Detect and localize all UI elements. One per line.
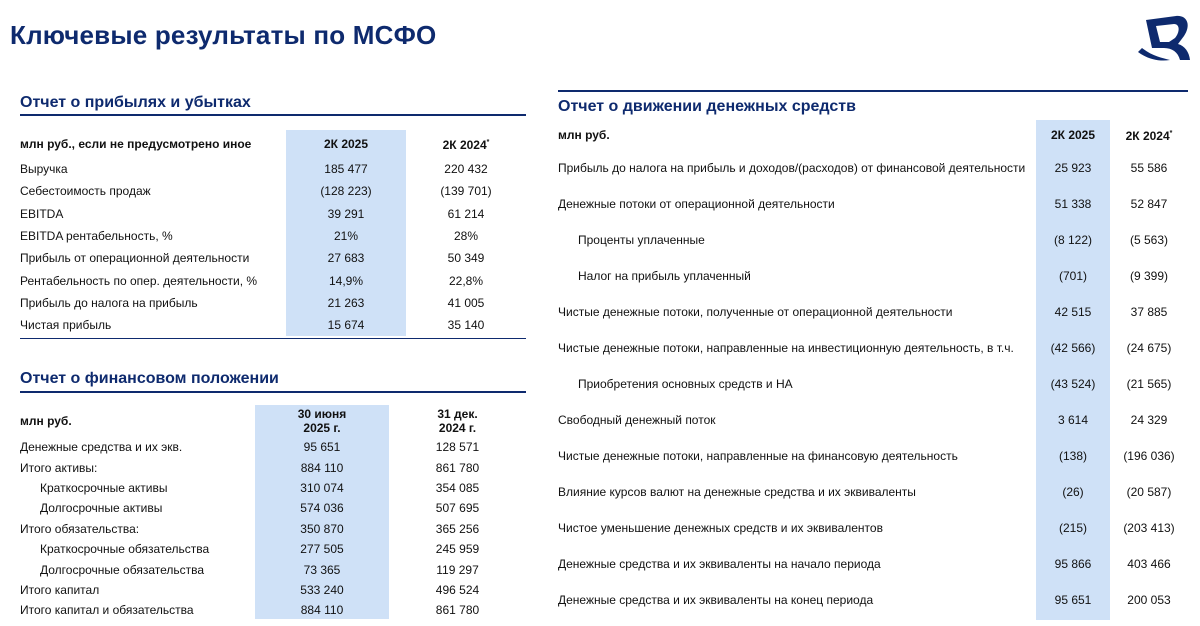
table-row <box>20 559 526 579</box>
table-row <box>20 314 526 336</box>
row-value-prior: 28% <box>453 229 479 244</box>
row-value-prior: (9 399) <box>1129 269 1169 283</box>
fp-title-rule <box>20 391 526 393</box>
table-row <box>558 186 1188 222</box>
row-value-prior: (203 413) <box>1123 521 1175 535</box>
row-label: Приобретения основных средств и НА <box>578 377 793 391</box>
row-label: Долгосрочные обязательства <box>40 562 205 577</box>
row-label: Влияние курсов валют на денежные средства и их эквиваленты <box>558 485 916 499</box>
row-value-current: 277 505 <box>300 542 344 557</box>
row-label: Чистые денежные потоки, направленные на инвестиционную деятельность, в т.ч. <box>558 341 1014 355</box>
fp-table <box>20 405 526 621</box>
page-title: Ключевые результаты по МСФО <box>10 20 437 50</box>
row-label: Итого обязательства: <box>20 521 140 536</box>
row-value-prior: 200 053 <box>1127 593 1171 607</box>
pl-section-title: Отчет о прибылях и убытках <box>20 94 251 111</box>
table-row <box>558 402 1188 438</box>
pl-header-col2: 2К 2024* <box>442 138 490 152</box>
table-row <box>558 510 1188 546</box>
pl-table <box>20 130 526 336</box>
row-value-current: 27 683 <box>327 251 365 266</box>
fp-header-label: млн руб. <box>20 414 72 428</box>
row-label: Чистые денежные потоки, направленные на финансовую деятельность <box>558 449 958 463</box>
row-value-current: 25 923 <box>1054 161 1092 175</box>
footnote-mark: * <box>486 139 490 146</box>
row-value-current: (701) <box>1058 269 1087 283</box>
row-value-current: (8 122) <box>1053 233 1093 247</box>
row-value-prior: (21 565) <box>1126 377 1172 391</box>
row-value-prior: 496 524 <box>435 582 480 597</box>
row-value-current: 533 240 <box>300 582 344 597</box>
row-value-current: 884 110 <box>300 460 344 475</box>
row-value-prior: 861 780 <box>435 460 480 475</box>
row-value-prior: 37 885 <box>1130 305 1168 319</box>
table-row <box>20 539 526 559</box>
row-value-current: 3 614 <box>1057 413 1089 427</box>
row-label: Прибыль до налога на прибыль <box>20 295 198 310</box>
row-value-prior: (139 701) <box>440 184 492 199</box>
fp-header-col2: 31 дек. 2024 г. <box>437 407 478 435</box>
table-row <box>20 203 526 225</box>
row-value-prior: 403 466 <box>1127 557 1171 571</box>
row-label: Итого активы: <box>20 460 98 475</box>
row-value-current: 21% <box>333 229 359 244</box>
cf-table <box>558 120 1188 618</box>
table-row <box>20 519 526 539</box>
row-value-current: (42 566) <box>1050 341 1096 355</box>
row-label: Денежные средства и их эквиваленты на конец периода <box>558 593 874 607</box>
cf-header-col1: 2К 2025 <box>1050 128 1096 142</box>
row-value-prior: (5 563) <box>1129 233 1169 247</box>
row-value-current: 14,9% <box>328 273 364 288</box>
row-label: Чистая прибыль <box>20 318 112 333</box>
row-value-prior: 35 140 <box>447 318 485 333</box>
table-row <box>558 582 1188 618</box>
row-label: Краткосрочные обязательства <box>40 542 210 557</box>
table-row <box>20 600 526 620</box>
row-label: Проценты уплаченные <box>578 233 705 247</box>
row-label: EBITDA рентабельность, % <box>20 229 173 244</box>
row-label: Прибыль от операционной деятельности <box>20 251 250 266</box>
row-value-current: (138) <box>1058 449 1087 463</box>
footnote-mark: * <box>1169 130 1173 137</box>
row-label: Краткосрочные активы <box>40 480 168 495</box>
row-value-prior: 41 005 <box>447 295 485 310</box>
table-row <box>20 269 526 291</box>
table-row <box>558 474 1188 510</box>
row-label: Чистое уменьшение денежных средств и их эквивалентов <box>558 521 883 535</box>
table-row <box>558 366 1188 402</box>
table-row <box>20 180 526 202</box>
row-value-current: 95 651 <box>1054 593 1092 607</box>
fp-header-row <box>20 405 526 437</box>
pl-header-row <box>20 130 526 158</box>
company-logo-icon <box>1136 12 1192 64</box>
row-value-current: 39 291 <box>327 206 365 221</box>
row-value-prior: 220 432 <box>444 162 488 177</box>
row-label: Итого капитал и обязательства <box>20 603 194 618</box>
row-label: Денежные потоки от операционной деятельности <box>558 197 835 211</box>
table-row <box>558 546 1188 582</box>
table-row <box>558 222 1188 258</box>
row-value-current: 73 365 <box>303 562 341 577</box>
row-value-current: 95 866 <box>1054 557 1092 571</box>
table-row <box>20 580 526 600</box>
row-value-prior: (20 587) <box>1126 485 1172 499</box>
row-value-prior: 354 085 <box>435 480 480 495</box>
row-label: Денежные средства и их эквиваленты на начало периода <box>558 557 881 571</box>
row-label: Рентабельность по опер. деятельности, % <box>20 273 258 288</box>
pl-header-label: млн руб., если не предусмотрено иное <box>20 137 252 151</box>
row-value-prior: 365 256 <box>435 521 480 536</box>
row-label: Прибыль до налога на прибыль и доходов/(расходов) от финансовой деятельности <box>558 161 1026 175</box>
table-row <box>558 294 1188 330</box>
cf-top-rule <box>558 90 1188 92</box>
table-row <box>20 225 526 247</box>
row-label: Долгосрочные активы <box>40 501 163 516</box>
row-value-current: 42 515 <box>1054 305 1092 319</box>
row-value-prior: 61 214 <box>447 206 485 221</box>
row-value-current: 350 870 <box>300 521 344 536</box>
row-label: Чистые денежные потоки, полученные от операционной деятельности <box>558 305 953 319</box>
table-row <box>558 438 1188 474</box>
row-value-current: 21 263 <box>327 295 365 310</box>
table-row <box>20 457 526 477</box>
row-label: Свободный денежный поток <box>558 413 716 427</box>
row-value-prior: 22,8% <box>448 273 484 288</box>
row-value-current: 884 110 <box>300 603 344 618</box>
row-value-current: (26) <box>1062 485 1084 499</box>
cf-header-label: млн руб. <box>558 128 610 142</box>
row-value-prior: 24 329 <box>1130 413 1168 427</box>
row-value-current: (215) <box>1058 521 1087 535</box>
table-row <box>558 330 1188 366</box>
row-label: Себестоимость продаж <box>20 184 151 199</box>
cf-header-row <box>558 120 1188 150</box>
row-value-current: 95 651 <box>303 440 341 455</box>
pl-title-rule <box>20 114 526 116</box>
table-row <box>20 437 526 457</box>
row-label: Денежные средства и их экв. <box>20 440 183 455</box>
row-value-current: 310 074 <box>300 480 344 495</box>
fp-header-col1: 30 июня 2025 г. <box>297 407 347 435</box>
row-value-current: 15 674 <box>327 318 365 333</box>
pl-bottom-rule <box>20 338 526 339</box>
row-value-prior: 128 571 <box>435 440 480 455</box>
table-row <box>20 498 526 518</box>
row-label: Выручка <box>20 162 68 177</box>
table-row <box>558 258 1188 294</box>
row-label: Итого капитал <box>20 582 100 597</box>
table-row <box>20 292 526 314</box>
row-value-prior: 861 780 <box>435 603 480 618</box>
cf-header-col2: 2К 2024* <box>1125 129 1173 143</box>
row-value-prior: 50 349 <box>447 251 485 266</box>
row-value-current: (128 223) <box>320 184 372 199</box>
cf-section-title: Отчет о движении денежных средств <box>558 98 856 115</box>
fp-section-title: Отчет о финансовом положении <box>20 370 279 387</box>
row-value-current: (43 524) <box>1050 377 1096 391</box>
row-label: Налог на прибыль уплаченный <box>578 269 751 283</box>
row-label: EBITDA <box>20 206 64 221</box>
row-value-prior: 245 959 <box>435 542 480 557</box>
table-row <box>20 478 526 498</box>
row-value-prior: 507 695 <box>435 501 480 516</box>
row-value-current: 574 036 <box>300 501 344 516</box>
table-row <box>558 150 1188 186</box>
table-row <box>20 247 526 269</box>
pl-header-col1: 2К 2025 <box>323 137 369 151</box>
row-value-prior: 55 586 <box>1130 161 1168 175</box>
row-value-current: 185 477 <box>324 162 368 177</box>
table-row <box>20 158 526 180</box>
row-value-prior: (196 036) <box>1123 449 1175 463</box>
row-value-prior: 119 297 <box>436 562 479 577</box>
row-value-prior: (24 675) <box>1126 341 1172 355</box>
row-value-prior: 52 847 <box>1130 197 1168 211</box>
row-value-current: 51 338 <box>1054 197 1092 211</box>
